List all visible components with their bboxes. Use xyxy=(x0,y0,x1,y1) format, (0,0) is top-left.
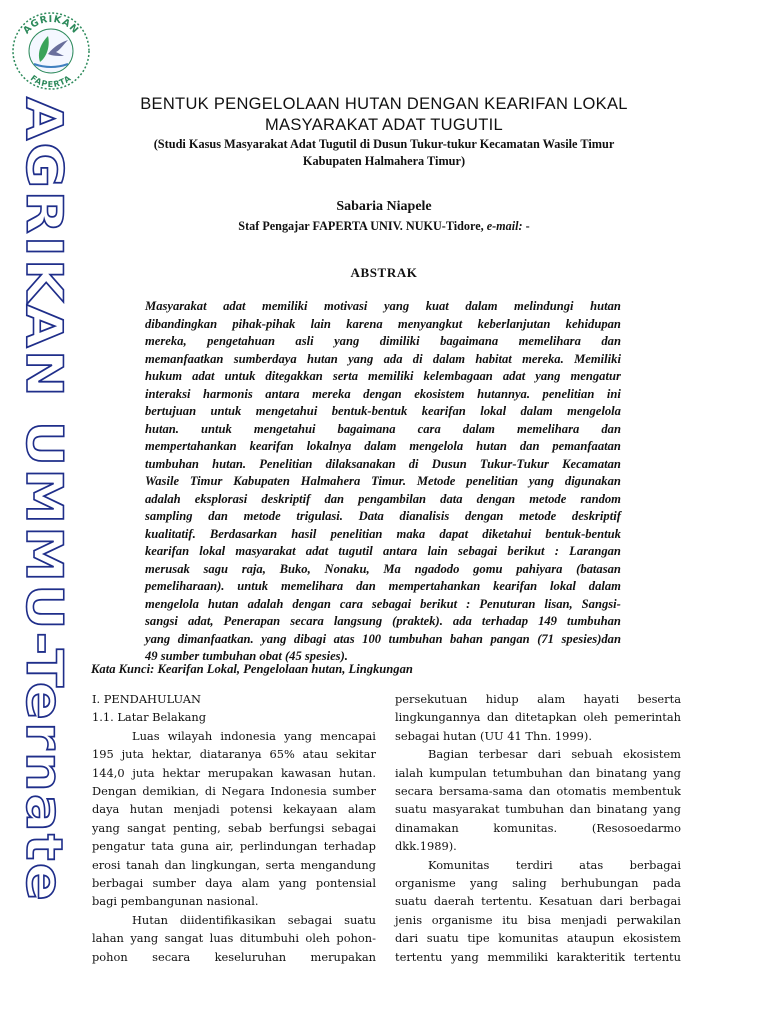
paper-title xyxy=(100,94,668,136)
abstract-line: mengelola hutan adalah dengan cara sebagai berikut : Penuturan lisan, Sangsi- xyxy=(145,596,621,611)
right-column-line: dari suatu tipe komunitas ataupun ekosistem xyxy=(395,931,681,946)
right-column-line: dinamakan komunitas. (Resosoedarmo xyxy=(395,820,681,835)
abstract-line: interaksi harmonis antara mereka dengan ekosistem hutannya. penelitian ini xyxy=(145,386,621,401)
left-column-line: pohon secara keseluruhan merupakan xyxy=(92,949,376,964)
author-affiliation xyxy=(100,219,668,234)
title-line: BENTUK PENGELOLAAN HUTAN DENGAN KEARIFAN LOKAL xyxy=(140,95,628,113)
abstract-line: dibandingkan pihak-pihak lain karena menyangkut keberlanjutan kehidupan xyxy=(145,316,621,331)
email-label: e-mail: xyxy=(486,219,523,233)
subtitle-line: Kabupaten Halmahera Timur) xyxy=(302,154,466,168)
logo-bottom-text: FAPERTA xyxy=(28,73,74,90)
right-column-line: suatu masyarakat tumbuhan dan binatang yang xyxy=(395,802,681,817)
right-column-line: sebagai hutan (UU 41 Thn. 1999). xyxy=(395,728,592,743)
right-column-line: organisme yang saling berhubungan pada xyxy=(395,876,681,890)
left-column-line: 1.1. Latar Belakang xyxy=(92,710,207,725)
left-column-line: Luas wilayah indonesia yang mencapai xyxy=(132,728,376,743)
abstract-line: mempertahankan kearifan lokalnya dalam mengelola hutan dan pemanfaatan xyxy=(145,439,621,453)
right-column-line: ialah kumpulan tetumbuhan dan binatang yang xyxy=(395,765,681,780)
abstract-line: tumbuhan hutan. Penelitian dilaksanakan di Dusun Tukur-Tukur Kecamatan xyxy=(145,456,621,471)
abstract-line: sangsi adat, Penerapan secara langsung (praktek). ada terhadap 149 tumbuhan xyxy=(145,614,621,628)
left-column-line: pengatur tata guna air, perlindungan terhadap xyxy=(92,839,376,854)
abstract-heading: ABSTRAK xyxy=(350,265,418,280)
left-column-line: bagi pembangunan nasional. xyxy=(92,894,259,909)
svg-text:AGRIKAN UMMU-Ternate: AGRIKAN UMMU-Ternate xyxy=(15,97,73,818)
abstract-line: adalah eksplorasi deskriptif dan pengambilan data dengan metode random xyxy=(145,491,621,506)
abstract-line: memanfaatkan sumberdaya hutan yang ada di dalam habitat mereka. Memiliki xyxy=(145,351,621,366)
abstract-line: kualitatif. Berdasarkan hasil penelitian maka dapat diketahui bentuk-bentuk xyxy=(145,526,621,541)
abstract-line: 49 sumber tumbuhan obat (45 spesies). xyxy=(145,649,348,663)
right-column-line: Bagian terbesar dari sebuah ekosistem xyxy=(428,747,681,762)
abstract-line: mereka, pengetahuan asli yang dimiliki bagaimana memelihara dan xyxy=(145,334,621,348)
abstract-line: kearifan lokal masyarakat adat tugutil antara lain sebagai berikut : Larangan xyxy=(145,544,621,558)
left-column-line: lahan yang sangat luas ditumbuhi oleh pohon- xyxy=(92,931,376,946)
right-column-line: lingkungannya dan ditetapkan oleh pemerintah xyxy=(395,710,681,725)
left-column-line: 144,0 juta hektar merupakan kawasan hutan. xyxy=(92,765,376,780)
right-column-line: persekutuan hidup alam hayati beserta xyxy=(395,692,681,706)
left-column-line: daya hutan menjadi potensi kekayaan alam xyxy=(92,802,376,817)
affiliation-text: Staf Pengajar FAPERTA UNIV. NUKU-Tidore, xyxy=(238,219,487,233)
abstract-line: bertujuan untuk mengetahui bentuk-bentuk kearifan lokal dalam mengelola xyxy=(145,404,621,418)
right-column-line: jenis organisme itu bisa menjadi perwakilan xyxy=(395,912,681,927)
left-column-line: yang sangat penting, sebab berfungsi sebagai xyxy=(92,820,376,835)
left-column-line: Hutan diidentifikasikan sebagai suatu xyxy=(132,912,376,927)
agrikan-faperta-logo xyxy=(10,10,92,92)
left-column-line: berbagai sumber daya alam yang pontensial xyxy=(92,876,376,890)
author-name: Sabaria Niapele xyxy=(336,199,432,214)
subtitle-line: (Studi Kasus Masyarakat Adat Tugutil di Dusun Tukur-tukur Kecamatan Wasile Timur xyxy=(153,137,615,151)
left-column-line: 195 juta hektar, diataranya 65% atau sekitar xyxy=(92,747,376,762)
abstract-line: yang dimanfaatkan. yang dibagi atas 100 tumbuhan bahan pangan (71 spesies)dan xyxy=(145,631,621,646)
svg-text:FAPERTA xyxy=(29,73,73,89)
abstract-line: hutan. untuk mengetahui bagaimana cara dalam memelihara dan xyxy=(145,421,621,436)
right-column-line: tertentu yang memmiliki karakteritik tertentu xyxy=(395,949,681,964)
left-column-line: I. PENDAHULUAN xyxy=(92,692,201,706)
right-column-line: dkk.1989). xyxy=(395,839,457,854)
logo-top-text: AGRIKAN xyxy=(21,13,81,37)
email-value: - xyxy=(522,219,530,233)
side-banner-text xyxy=(15,95,73,905)
left-column-line: erosi tanah dan lingkungan, serta mengandung xyxy=(92,857,376,872)
keywords: Kata Kunci: Kearifan Lokal, Pengelolaan hutan, Lingkungan xyxy=(91,662,413,676)
right-column-line: suatu daerah tertentu. Kesatuan dari berbagai xyxy=(395,894,681,909)
right-column-line: Komunitas terdiri atas berbagai xyxy=(428,857,681,872)
right-column-line: secara bersama-sama dan otomatis membentuk xyxy=(395,784,681,798)
abstract-line: hukum adat untuk ditegakkan serta memiliki kelembagaan adat yang mengatur xyxy=(145,369,621,383)
abstract-line: pemeliharaan). untuk memelihara dan mempertahankan kearifan lokal dalam xyxy=(145,579,621,593)
abstract-line: merusak sagu raja, Buko, Nonaku, Ma ngadodo gomu pahiyara (batasan xyxy=(145,561,621,576)
paper-subtitle xyxy=(100,136,668,170)
title-line: MASYARAKAT ADAT TUGUTIL xyxy=(265,116,503,134)
left-column-line: Dengan demikian, di Negara Indonesia sumber xyxy=(92,784,376,798)
abstract-line: Masyarakat adat memiliki motivasi yang kuat dalam melindungi hutan xyxy=(145,299,621,313)
abstract-line: sampling dan metode trigulasi. Data dianalisis dengan metode deskriptif xyxy=(145,509,621,523)
abstract-line: Wasile Timur Kabupaten Halmahera Timur. Metode penelitian yang digunakan xyxy=(145,474,621,488)
